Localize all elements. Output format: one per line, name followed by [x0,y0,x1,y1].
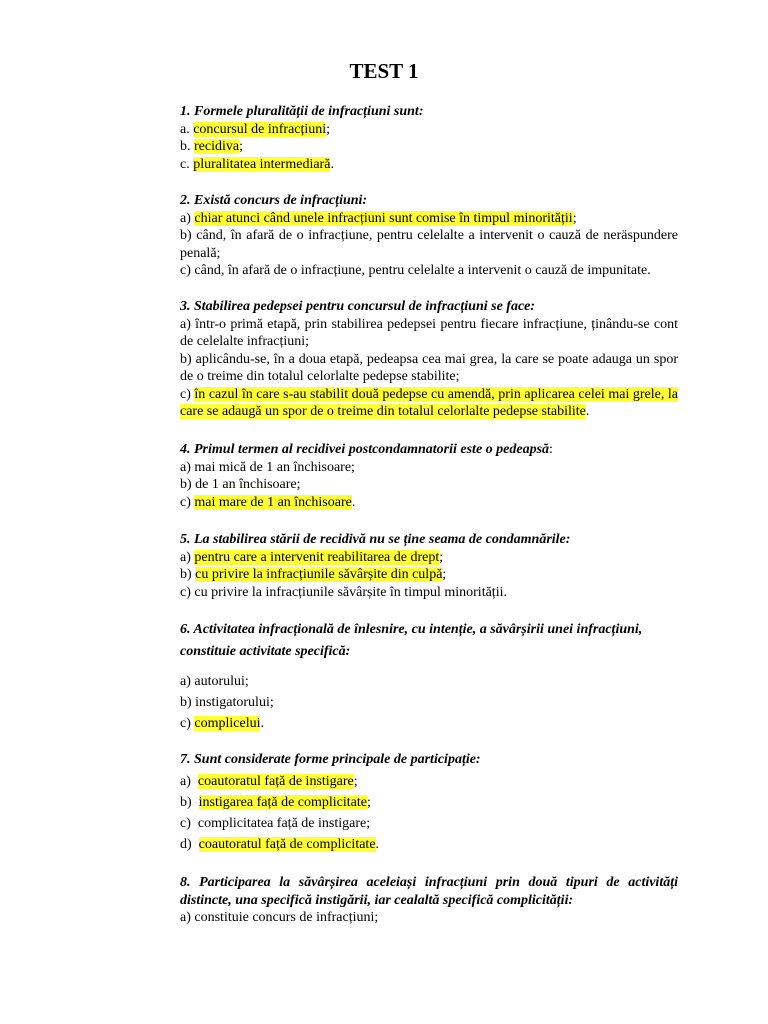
question-7-option-c: c) complicitatea față de instigare; [180,815,371,831]
highlighted-answer: instigarea față de complicitate [198,794,367,810]
question-2 [180,192,678,280]
question-3-option-a: a) într-o primă etapă, prin stabilirea pedepsei pentru fiecare infracțiune, ținându-se cont de celelalte infracțiuni; [180,316,678,349]
question-2-option-a: a) chiar atunci când unele infracțiuni sunt comise în timpul minorității; [180,210,577,226]
document-title: TEST 1 [349,59,419,83]
highlighted-answer: recidiva [194,139,240,154]
highlighted-answer: mai mare de 1 an închisoare [194,494,352,510]
question-1-option-b: b. recidiva; [180,139,243,154]
question-8-option-a: a) constituie concurs de infracțiuni; [180,910,379,925]
question-2-text: 2. Există concurs de infracțiuni: [180,193,368,208]
question-7-text: 7. Sunt considerate forme principale de participație: [180,752,481,767]
highlighted-answer: concursul de infracțiuni [193,121,327,137]
question-3-text: 3. Stabilirea pedepsei pentru concursul de infracțiuni se face: [180,299,536,314]
question-7-option-d: d) coautoratul față de complicitate. [180,836,380,852]
question-5-option-a: a) pentru care a intervenit reabilitarea de drept; [180,549,444,565]
question-5-option-b: b) cu privire la infracțiunile săvârșite din culpă; [180,567,447,582]
question-1 [180,103,678,173]
highlighted-answer: complicelui [194,716,261,731]
question-7-option-b: b) instigarea față de complicitate; [180,794,371,810]
question-6-text: 6. Activitatea infracțională de înlesnire, cu intenție, a săvârșirii unei infracțiuni, constituie activitate specifică: [180,622,643,659]
question-7-option-a: a) coautoratul față de instigare; [180,773,358,789]
question-2-option-b: b) când, în afară de o infracțiune, pentru celelalte a intervenit o cauză de neräspundere penală; [180,228,678,261]
question-4-option-b: b) de 1 an închisoare; [180,477,301,492]
highlighted-answer: pentru care a intervenit reabilitarea de drept [194,549,440,565]
question-6-option-c: c) complicelui. [180,716,264,731]
highlighted-answer: pluralitatea intermediară [193,156,331,172]
question-6-option-a: a) autorului; [180,674,249,689]
question-4-text: 4. Primul termen al recidivei postcondamnatorii este o pedeapsă: [180,442,553,457]
question-4-option-a: a) mai mică de 1 an închisoare; [180,459,355,475]
question-5-option-c: c) cu privire la infracțiunile săvârșite în timpul minorității. [180,584,507,600]
question-1-option-a: a. concursul de infracțiuni; [180,121,331,137]
question-6-option-b: b) instigatorului; [180,695,274,710]
highlighted-answer: în cazul în care s-au stabilit două pedepse cu amendă, prin aplicarea celei mai grele, la care se adaugă un spor de o treime din totalul celorlalte pedepse stabilite [180,386,678,419]
question-8-text: 8. Participarea la săvârșirea aceleiași infracțiuni prin două tipuri de activități distincte, una specifică instigării, iar cealaltă specifică complicității: [180,875,678,908]
question-1-text: 1. Formele pluralității de infracțiuni sunt: [180,104,424,119]
question-8 [180,874,678,927]
question-3-option-c: c) în cazul în care s-au stabilit două pedepse cu amendă, prin aplicarea celei mai grele, la care se adaugă un spor de o treime din totalul celorlalte pedepse stabilite. [180,386,678,419]
question-7 [180,751,678,855]
question-2-option-c: c) când, în afară de o infracțiune, pentru celelalte a intervenit o cauză de impunitate. [180,263,651,278]
highlighted-answer: coautoratul față de instigare [197,773,354,789]
highlighted-answer: coautoratul față de complicitate [198,836,376,852]
question-3-option-b: b) aplicându-se, în a doua etapă, pedeapsa cea mai grea, la care se poate adauga un spor de o treime din totalul celorlalte pedepse stabilite; [180,351,678,384]
question-5 [180,531,678,601]
question-4-option-c: c) mai mare de 1 an închisoare. [180,494,356,510]
highlighted-answer: chiar atunci când unele infracțiuni sunt comise în timpul minorității [194,210,573,226]
question-3 [180,298,678,421]
question-1-option-c: c. pluralitatea intermediară. [180,156,334,172]
question-4 [180,441,678,511]
question-6 [180,619,678,734]
highlighted-answer: cu privire la infracțiunile săvârșite din culpă [195,567,443,582]
question-5-text: 5. La stabilirea stării de recidivă nu se ține seama de condamnările: [180,532,571,547]
